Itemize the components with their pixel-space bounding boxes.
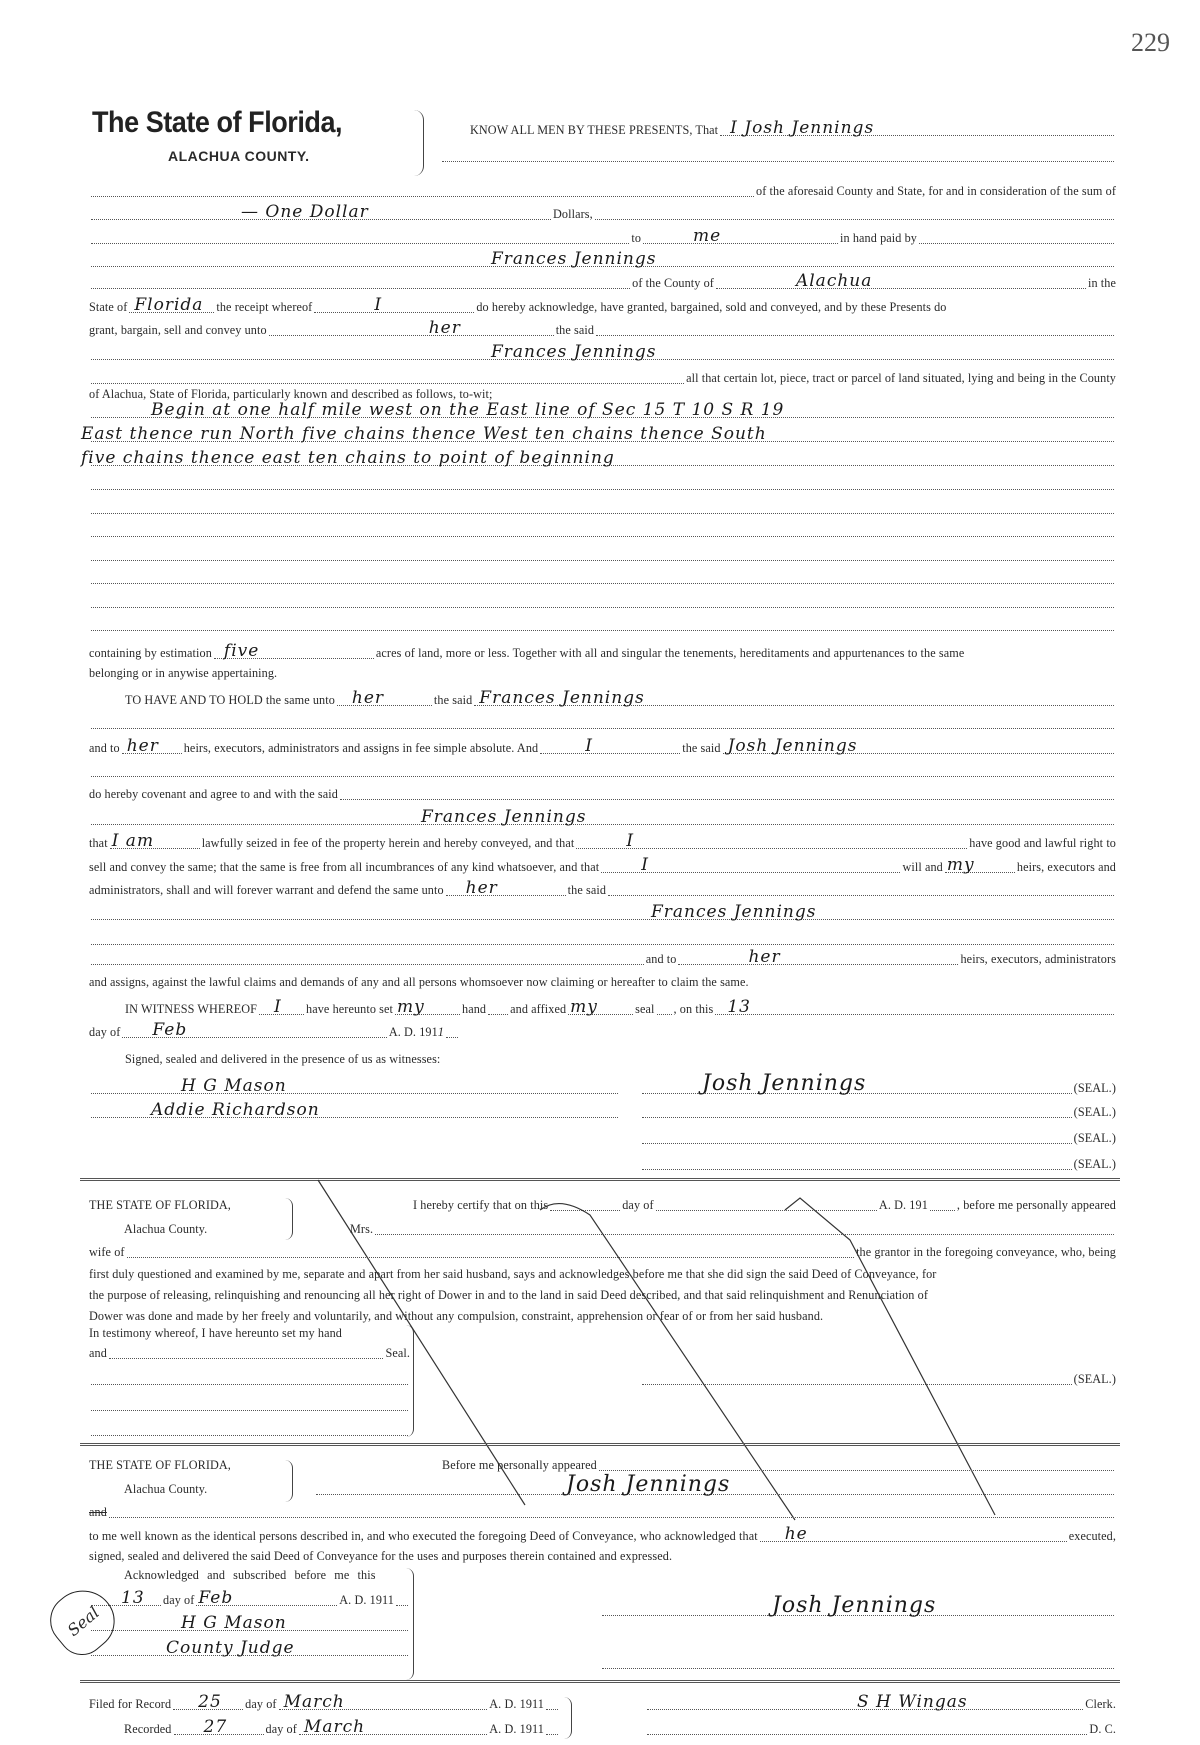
rec-day-hw: 27 — [203, 1717, 228, 1737]
seal-label: (SEAL.) — [1073, 1157, 1116, 1171]
text: and — [89, 1505, 107, 1519]
text: sell and convey the same; that the same is free from all incumbrances of any kind whatsoever, and that — [89, 860, 600, 874]
month-hw: Feb — [152, 1020, 188, 1040]
year-hw: 1 — [437, 1025, 444, 1039]
text: to me well known as the identical persons described in, and who executed the foregoing Deed of Conveyance, who acknowledged that — [89, 1529, 758, 1543]
and-to2-hw: her — [748, 947, 781, 967]
and-line — [89, 1502, 1116, 1522]
seal-hw: Seal — [63, 1602, 103, 1640]
text: do hereby covenant and agree to and with the said — [89, 787, 338, 801]
form-title: The State of Florida, — [92, 106, 343, 139]
text: and assigns, against the lawful claims and demands of any and all persons whomsoever now claiming or hereafter to claim the same. — [89, 975, 749, 989]
text: will and — [902, 860, 943, 874]
brace — [564, 1697, 572, 1739]
text: grant, bargain, sell and convey unto — [89, 323, 267, 337]
ack-day-hw: 13 — [121, 1588, 145, 1608]
text: the said — [555, 323, 595, 337]
defend-hw: her — [465, 878, 498, 898]
grantor-name-hw: Josh Jennings — [727, 736, 858, 756]
signed-delivered-line — [89, 1546, 1116, 1566]
seal-label: (SEAL.) — [1073, 1131, 1116, 1145]
text: , before me personally appeared — [956, 1198, 1116, 1212]
well-known-line — [89, 1526, 1116, 1546]
text: and affixed — [510, 1002, 567, 1016]
clerk-line — [645, 1694, 1116, 1714]
state-hw: Florida — [134, 295, 204, 315]
officer-title-hw: County Judge — [166, 1638, 295, 1658]
seal-label: (SEAL.) — [1073, 1372, 1116, 1386]
grantee-hw: Frances Jennings — [491, 342, 657, 362]
filed-line — [89, 1694, 560, 1714]
day-hw: 13 — [727, 997, 751, 1017]
text: Before me personally appeared — [442, 1458, 597, 1472]
text: belonging or in anywise appertaining. — [89, 666, 278, 680]
set-hw: my — [397, 997, 425, 1017]
that-hw: I am — [111, 831, 155, 851]
grantor-signature-hw: Josh Jennings — [702, 1071, 867, 1096]
text: executed, — [1068, 1529, 1116, 1543]
ack-signature-hw: Josh Jennings — [772, 1593, 937, 1618]
text: and to — [645, 952, 677, 966]
text: State of — [89, 300, 128, 314]
dc-line — [645, 1719, 1116, 1739]
text: A. D. 1911 — [339, 1593, 394, 1607]
brace — [406, 1568, 414, 1680]
text: I hereby certify that on this — [413, 1198, 549, 1212]
and-to-hw: her — [126, 736, 159, 756]
text: heirs, executors, administrators and assigns in fee simple absolute. And — [183, 741, 539, 755]
text: TO HAVE AND TO HOLD the same unto — [125, 693, 335, 707]
to-hw: me — [693, 226, 722, 246]
officer-title-line — [89, 1640, 410, 1660]
officer-hw: H G Mason — [181, 1613, 287, 1633]
text: of the County of — [632, 276, 714, 290]
text: day of — [245, 1697, 277, 1711]
text: heirs, executors, administrators — [960, 952, 1116, 966]
text: A. D. 191 — [878, 1198, 928, 1212]
text: to — [631, 231, 642, 245]
text: and to — [89, 741, 120, 755]
ack-month-hw: Feb — [198, 1588, 234, 1608]
text: and — [89, 1346, 107, 1360]
text: Mrs. — [350, 1222, 374, 1236]
text: containing by estimation — [89, 646, 212, 660]
text: Alachua County. — [124, 1482, 208, 1496]
text: have good and lawful right to — [969, 836, 1116, 850]
text: day of — [622, 1198, 654, 1212]
text: Filed for Record — [89, 1697, 172, 1711]
description-hw: five chains thence east ten chains to point of beginning — [81, 448, 615, 468]
text: the said — [567, 883, 607, 897]
ack-date-line — [89, 1590, 410, 1610]
text: Alachua County. — [124, 1222, 208, 1236]
text: Seal. — [385, 1346, 410, 1360]
county-hw: Alachua — [795, 271, 873, 291]
text: hand — [462, 1002, 487, 1016]
officer-line — [89, 1615, 410, 1635]
text: seal — [635, 1002, 655, 1016]
text: lawfully seized in fee of the property herein and hereby conveyed, and that — [201, 836, 575, 850]
seized-hw: I — [626, 831, 635, 851]
text: that — [89, 836, 108, 850]
receipt-hw: I — [374, 295, 383, 315]
filed-day-hw: 25 — [198, 1692, 222, 1712]
know-all-text: KNOW ALL MEN BY THESE PRESENTS, That — [470, 123, 719, 137]
text: heirs, executors and — [1016, 860, 1116, 874]
text: day of — [89, 1025, 121, 1039]
text: do hereby acknowledge, have granted, bargained, sold and conveyed, and by these Presents do — [476, 300, 947, 314]
ack-county-line — [124, 1472, 1116, 1499]
text: the said — [682, 741, 721, 755]
text: In testimony whereof, I have hereunto set my hand — [89, 1326, 342, 1340]
text: Clerk. — [1085, 1697, 1116, 1711]
description-hw: Begin at one half mile west on the East line of Sec 15 T 10 S R 19 — [151, 400, 785, 420]
section-divider — [80, 1443, 1120, 1447]
text: IN WITNESS WHEREOF — [125, 1002, 258, 1016]
sell-hw: I — [641, 855, 649, 875]
text: first duly questioned and examined by me, separate and apart from her said husband, says and acknowledges before me that she did sign the said Deed of Conveyance, for — [89, 1267, 937, 1281]
to-have-name-hw: Frances Jennings — [479, 688, 645, 708]
ack-signature-line — [600, 1593, 1116, 1620]
text: day of — [163, 1593, 195, 1607]
text: , on this — [673, 1002, 714, 1016]
text: have hereunto set — [306, 1002, 394, 1016]
text: A. D. 1911 — [489, 1697, 544, 1711]
text: of the aforesaid County and State, for and in consideration of the sum of — [756, 184, 1116, 198]
page-number: 229 — [1131, 28, 1170, 57]
text: the grantor in the foregoing conveyance, who, being — [856, 1245, 1116, 1259]
sum-hw: — One Dollar — [241, 202, 369, 222]
ack-name-hw: Josh Jennings — [566, 1472, 731, 1497]
he-hw: he — [784, 1524, 808, 1544]
text: Dower was done and made by her freely and voluntarily, and without any compulsion, constraint, apprehension or fear of or from her said husband. — [89, 1309, 824, 1323]
witness-2-hw: Addie Richardson — [151, 1100, 320, 1120]
text: signed, sealed and delivered the said Deed of Conveyance for the uses and purposes therein contained and expressed. — [89, 1549, 673, 1563]
acknowledged-line — [124, 1565, 410, 1585]
and-hw: I — [585, 736, 593, 756]
text: day of — [265, 1722, 297, 1736]
covenant-name-hw: Frances Jennings — [421, 807, 587, 827]
text: Acknowledged and subscribed before me this — [124, 1568, 376, 1582]
witness-1-hw: H G Mason — [181, 1076, 287, 1096]
description-hw: East thence run North five chains thence West ten chains thence South — [81, 424, 767, 444]
text: D. C. — [1089, 1722, 1116, 1736]
defend-name-hw: Frances Jennings — [651, 902, 817, 922]
affixed-hw: my — [570, 997, 598, 1017]
grant-hw: her — [428, 318, 461, 338]
to-have-hw: her — [351, 688, 385, 708]
text: all that certain lot, piece, tract or parcel of land situated, lying and being in the County — [686, 371, 1116, 385]
text: the receipt whereof — [216, 300, 313, 314]
text: administrators, shall and will forever warrant and defend the same unto — [89, 883, 444, 897]
recorded-line — [124, 1719, 560, 1739]
text: A. D. 191 — [388, 1025, 438, 1039]
text: of Alachua, State of Florida, particularly known and described as follows, to-wit; — [89, 387, 493, 401]
section-divider — [80, 1680, 1120, 1684]
text: in hand paid by — [840, 231, 917, 245]
will-hw: my — [946, 855, 975, 875]
filed-month-hw: March — [283, 1692, 345, 1712]
clerk-hw: S H Wingas — [857, 1692, 968, 1712]
form-county: ALACHUA COUNTY. — [168, 148, 310, 164]
text: Signed, sealed and delivered in the presence of us as witnesses: — [125, 1052, 441, 1066]
text: the said — [433, 693, 473, 707]
text: Dollars, — [553, 207, 593, 221]
grantor-hw: I Josh Jennings — [730, 118, 875, 138]
text: the purpose of releasing, relinquishing and renouncing all her right of Dower in and to the land in said Deed described, and that said relinquishment and Renunciation of — [89, 1288, 928, 1302]
text: A. D. 1911 — [489, 1722, 544, 1736]
payer-hw: Frances Jennings — [491, 249, 657, 269]
seal-label: (SEAL.) — [1073, 1105, 1116, 1119]
text: wife of — [89, 1245, 125, 1259]
text: THE STATE OF FLORIDA, — [89, 1198, 231, 1212]
text: Recorded — [124, 1722, 172, 1736]
witness-hw: I — [274, 997, 282, 1017]
rec-month-hw: March — [303, 1717, 366, 1737]
text: acres of land, more or less. Together with all and singular the tenements, hereditaments and appurtenances to the same — [375, 646, 965, 660]
acres-hw: five — [223, 641, 260, 661]
text: in the — [1087, 276, 1116, 290]
seal-label: (SEAL.) — [1073, 1081, 1116, 1095]
text: THE STATE OF FLORIDA, — [89, 1458, 231, 1472]
